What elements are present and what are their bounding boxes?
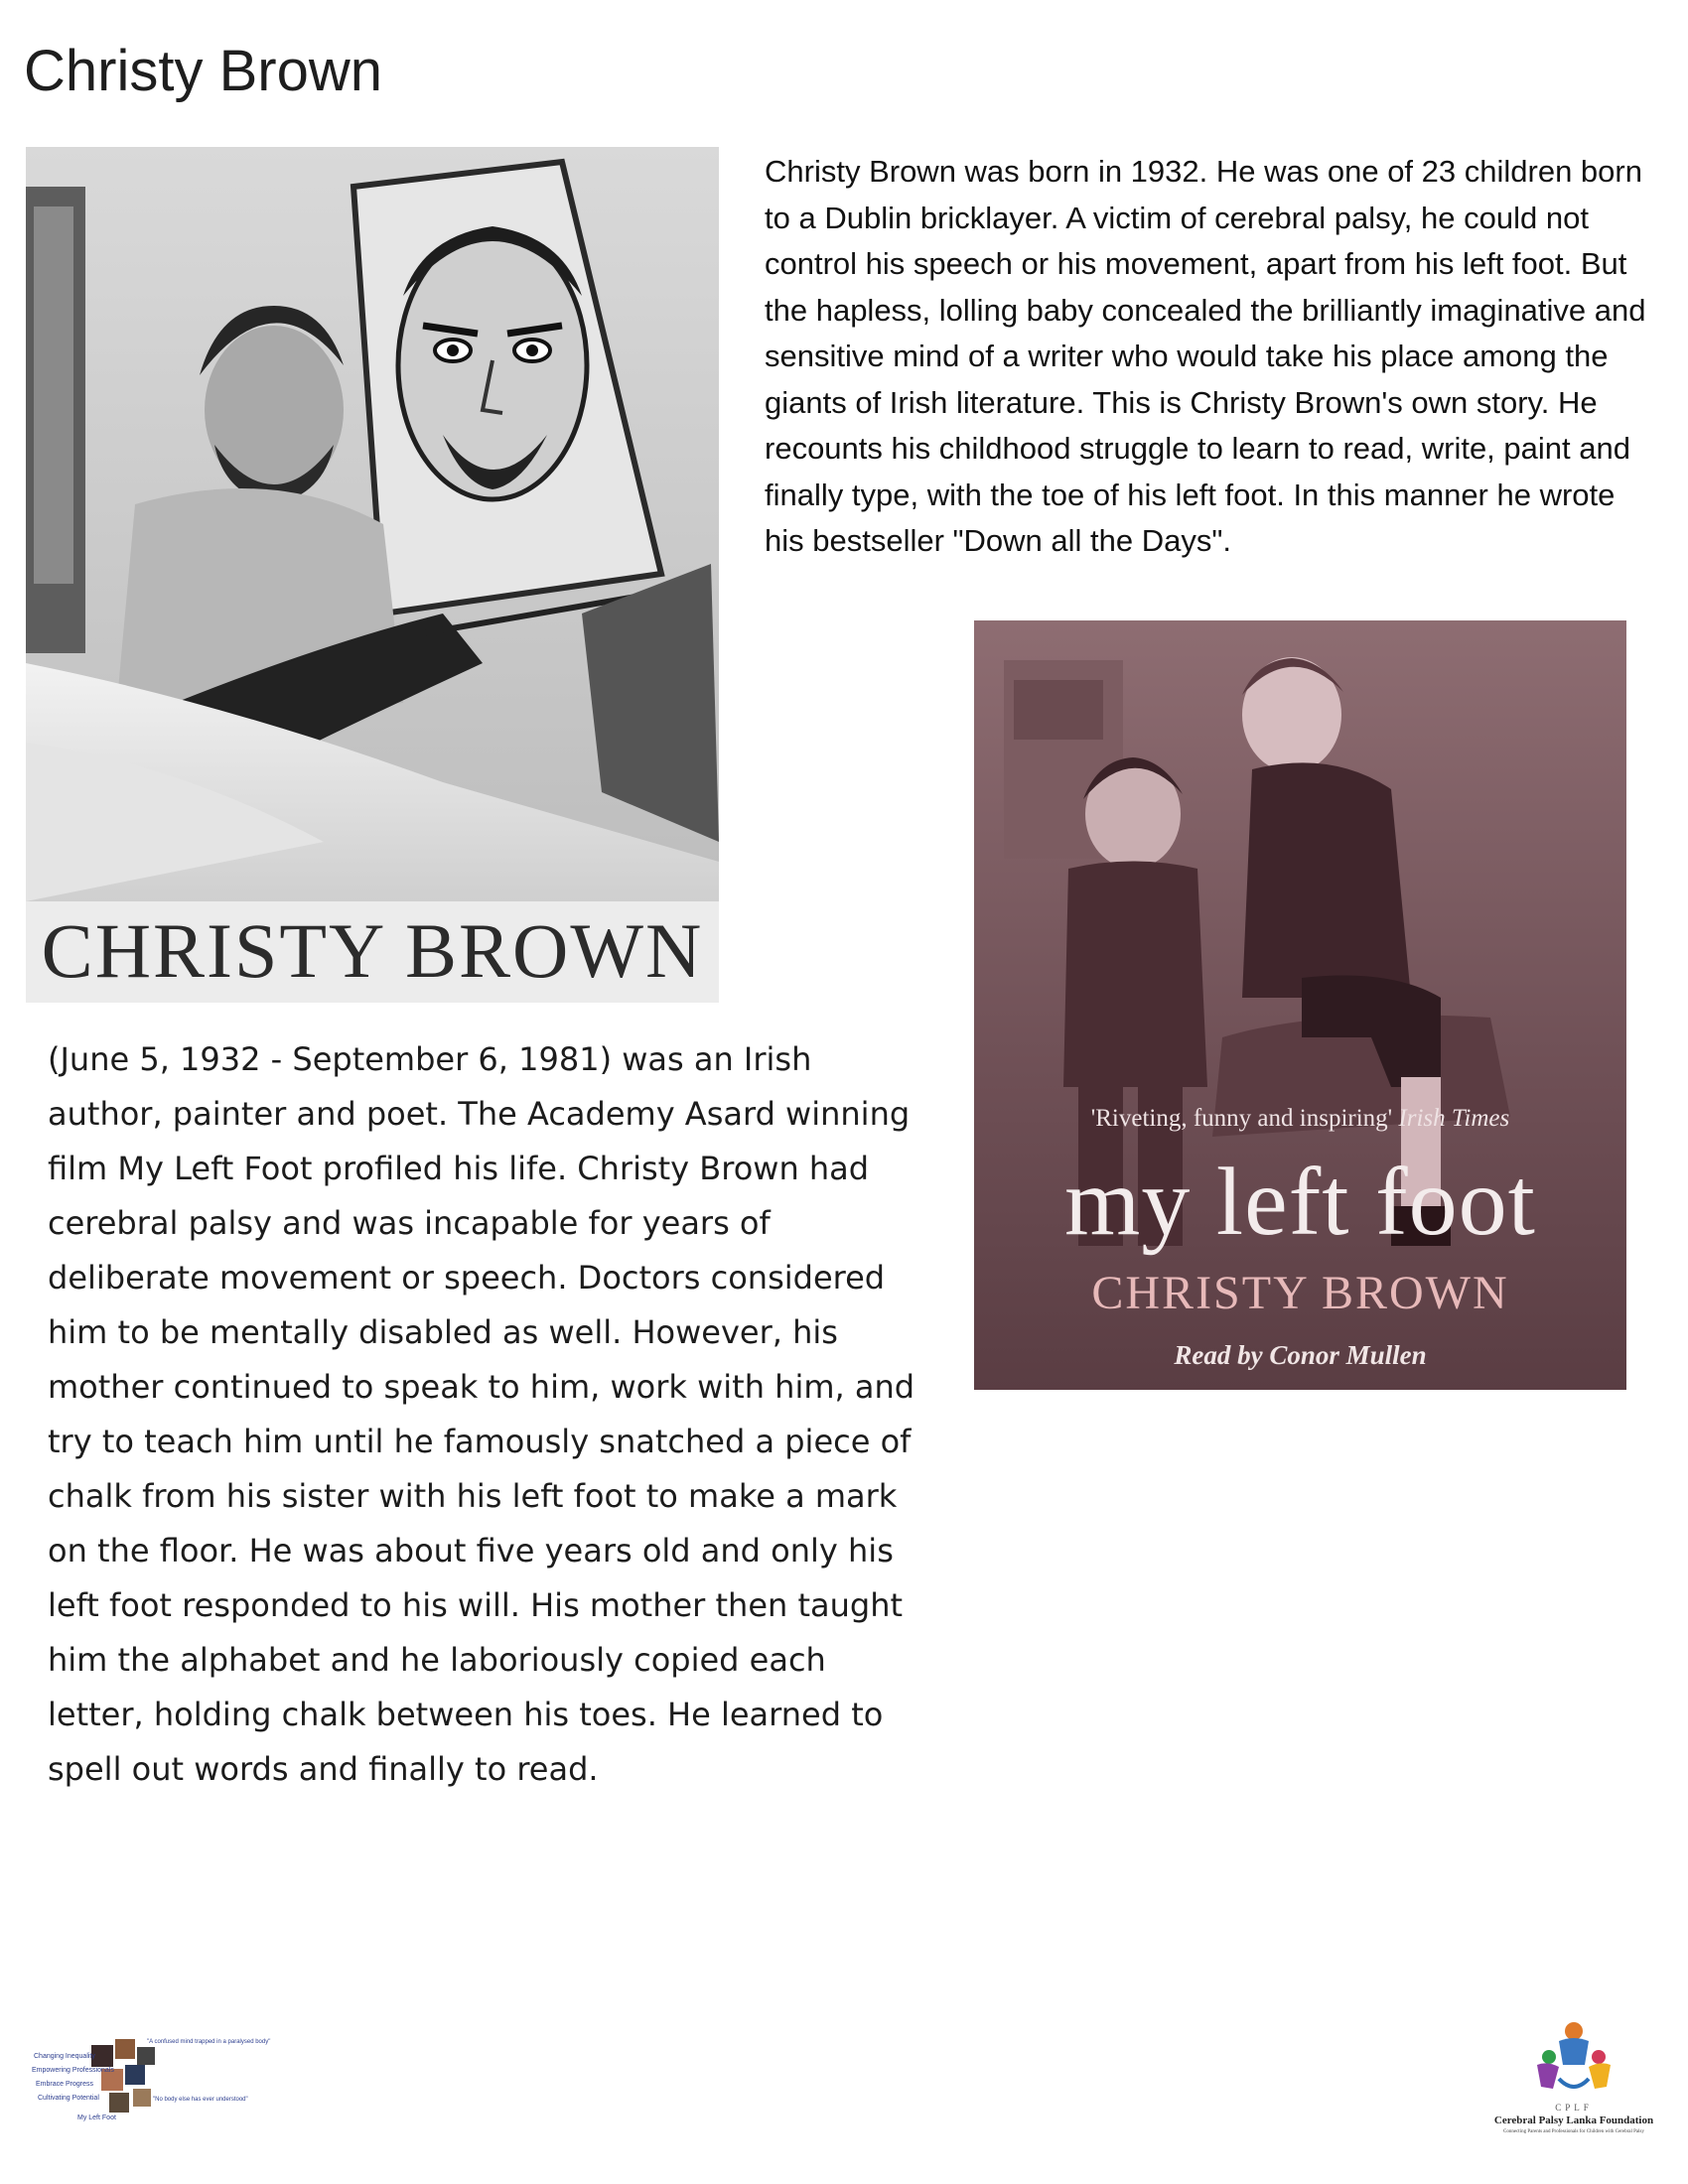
cover-quote — [974, 1105, 1626, 1133]
intro-paragraph — [765, 149, 1658, 565]
photo-caption: CHRISTY BROWN — [26, 901, 719, 1003]
collage-label: Empowering Professionals — [32, 2067, 114, 2074]
logo-tagline: Connecting Parents and Professionals for Children with Cerebral Palsy — [1503, 2129, 1644, 2134]
cover-title: my left foot — [1064, 1149, 1536, 1256]
collage-tile — [137, 2047, 155, 2065]
logo-abbreviation: CPLF — [1555, 2103, 1593, 2113]
collage-label: My Left Foot — [77, 2115, 116, 2121]
cover-author: CHRISTY BROWN — [1091, 1267, 1509, 1319]
cover-quote-text: 'Riveting, funny and inspiring' — [1090, 1105, 1393, 1132]
bio-text: (June 5, 1932 - September 6, 1981) was an Irish author, painter and poet. The Academy Asard winning film My Left Foot profiled his life. Christy Brown had cerebral palsy and was incapable for years of deliberate movement or speech. Doctors considered him to be mentally disabled as well. However, his mother continued to speak to him, work with him, and try to teach him until he famously snatched a piece of chalk from his sister with his left foot to make a mark on the floor. He was about five years old and only his left foot responded to his will. His mother then taught him the alphabet and he laboriously copied each letter, holding chalk between his toes. He learned to spell out words and finally to read. — [48, 1040, 915, 1788]
book-cover — [974, 620, 1626, 1390]
bio-paragraph — [48, 1032, 921, 1797]
intro-text: Christy Brown was born in 1932. He was one of 23 children born to a Dublin bricklayer. A victim of cerebral palsy, he could not control his speech or his movement, apart from his left foot. But the hapless, lolling baby concealed the brilliantly imaginative and sensitive mind of a writer who would take his place among the giants of Irish literature. This is Christy Brown's own story. He recounts his childhood struggle to learn to read, write, paint and finally type, with the toe of his left foot. In this manner he wrote his bestseller "Down all the Days". — [765, 154, 1646, 558]
logo-name: Cerebral Palsy Lanka Foundation — [1493, 2115, 1654, 2126]
collage-label: Cultivating Potential — [38, 2095, 99, 2102]
footer-collage-logo — [30, 2035, 271, 2124]
collage-label: "A confused mind trapped in a paralysed body" — [147, 2039, 271, 2045]
collage-tile — [115, 2039, 135, 2059]
cover-quote-source: Irish Times — [1398, 1105, 1510, 1132]
page-title: Christy Brown — [24, 39, 382, 103]
collage-label: Changing Inequality — [34, 2053, 95, 2060]
photo-illustration — [26, 147, 719, 1003]
collage-label: "No body else has ever understood" — [153, 2097, 248, 2103]
cplf-emblem-icon — [1489, 2005, 1658, 2105]
collage-label: Embrace Progress — [36, 2081, 93, 2088]
collage-tile — [125, 2065, 145, 2085]
cover-reader: Read by Conor Mullen — [1174, 1340, 1427, 1370]
christy-brown-photo — [26, 147, 719, 1003]
collage-tile — [109, 2093, 129, 2113]
collage-tile — [133, 2089, 151, 2107]
cplf-logo — [1489, 2005, 1658, 2154]
